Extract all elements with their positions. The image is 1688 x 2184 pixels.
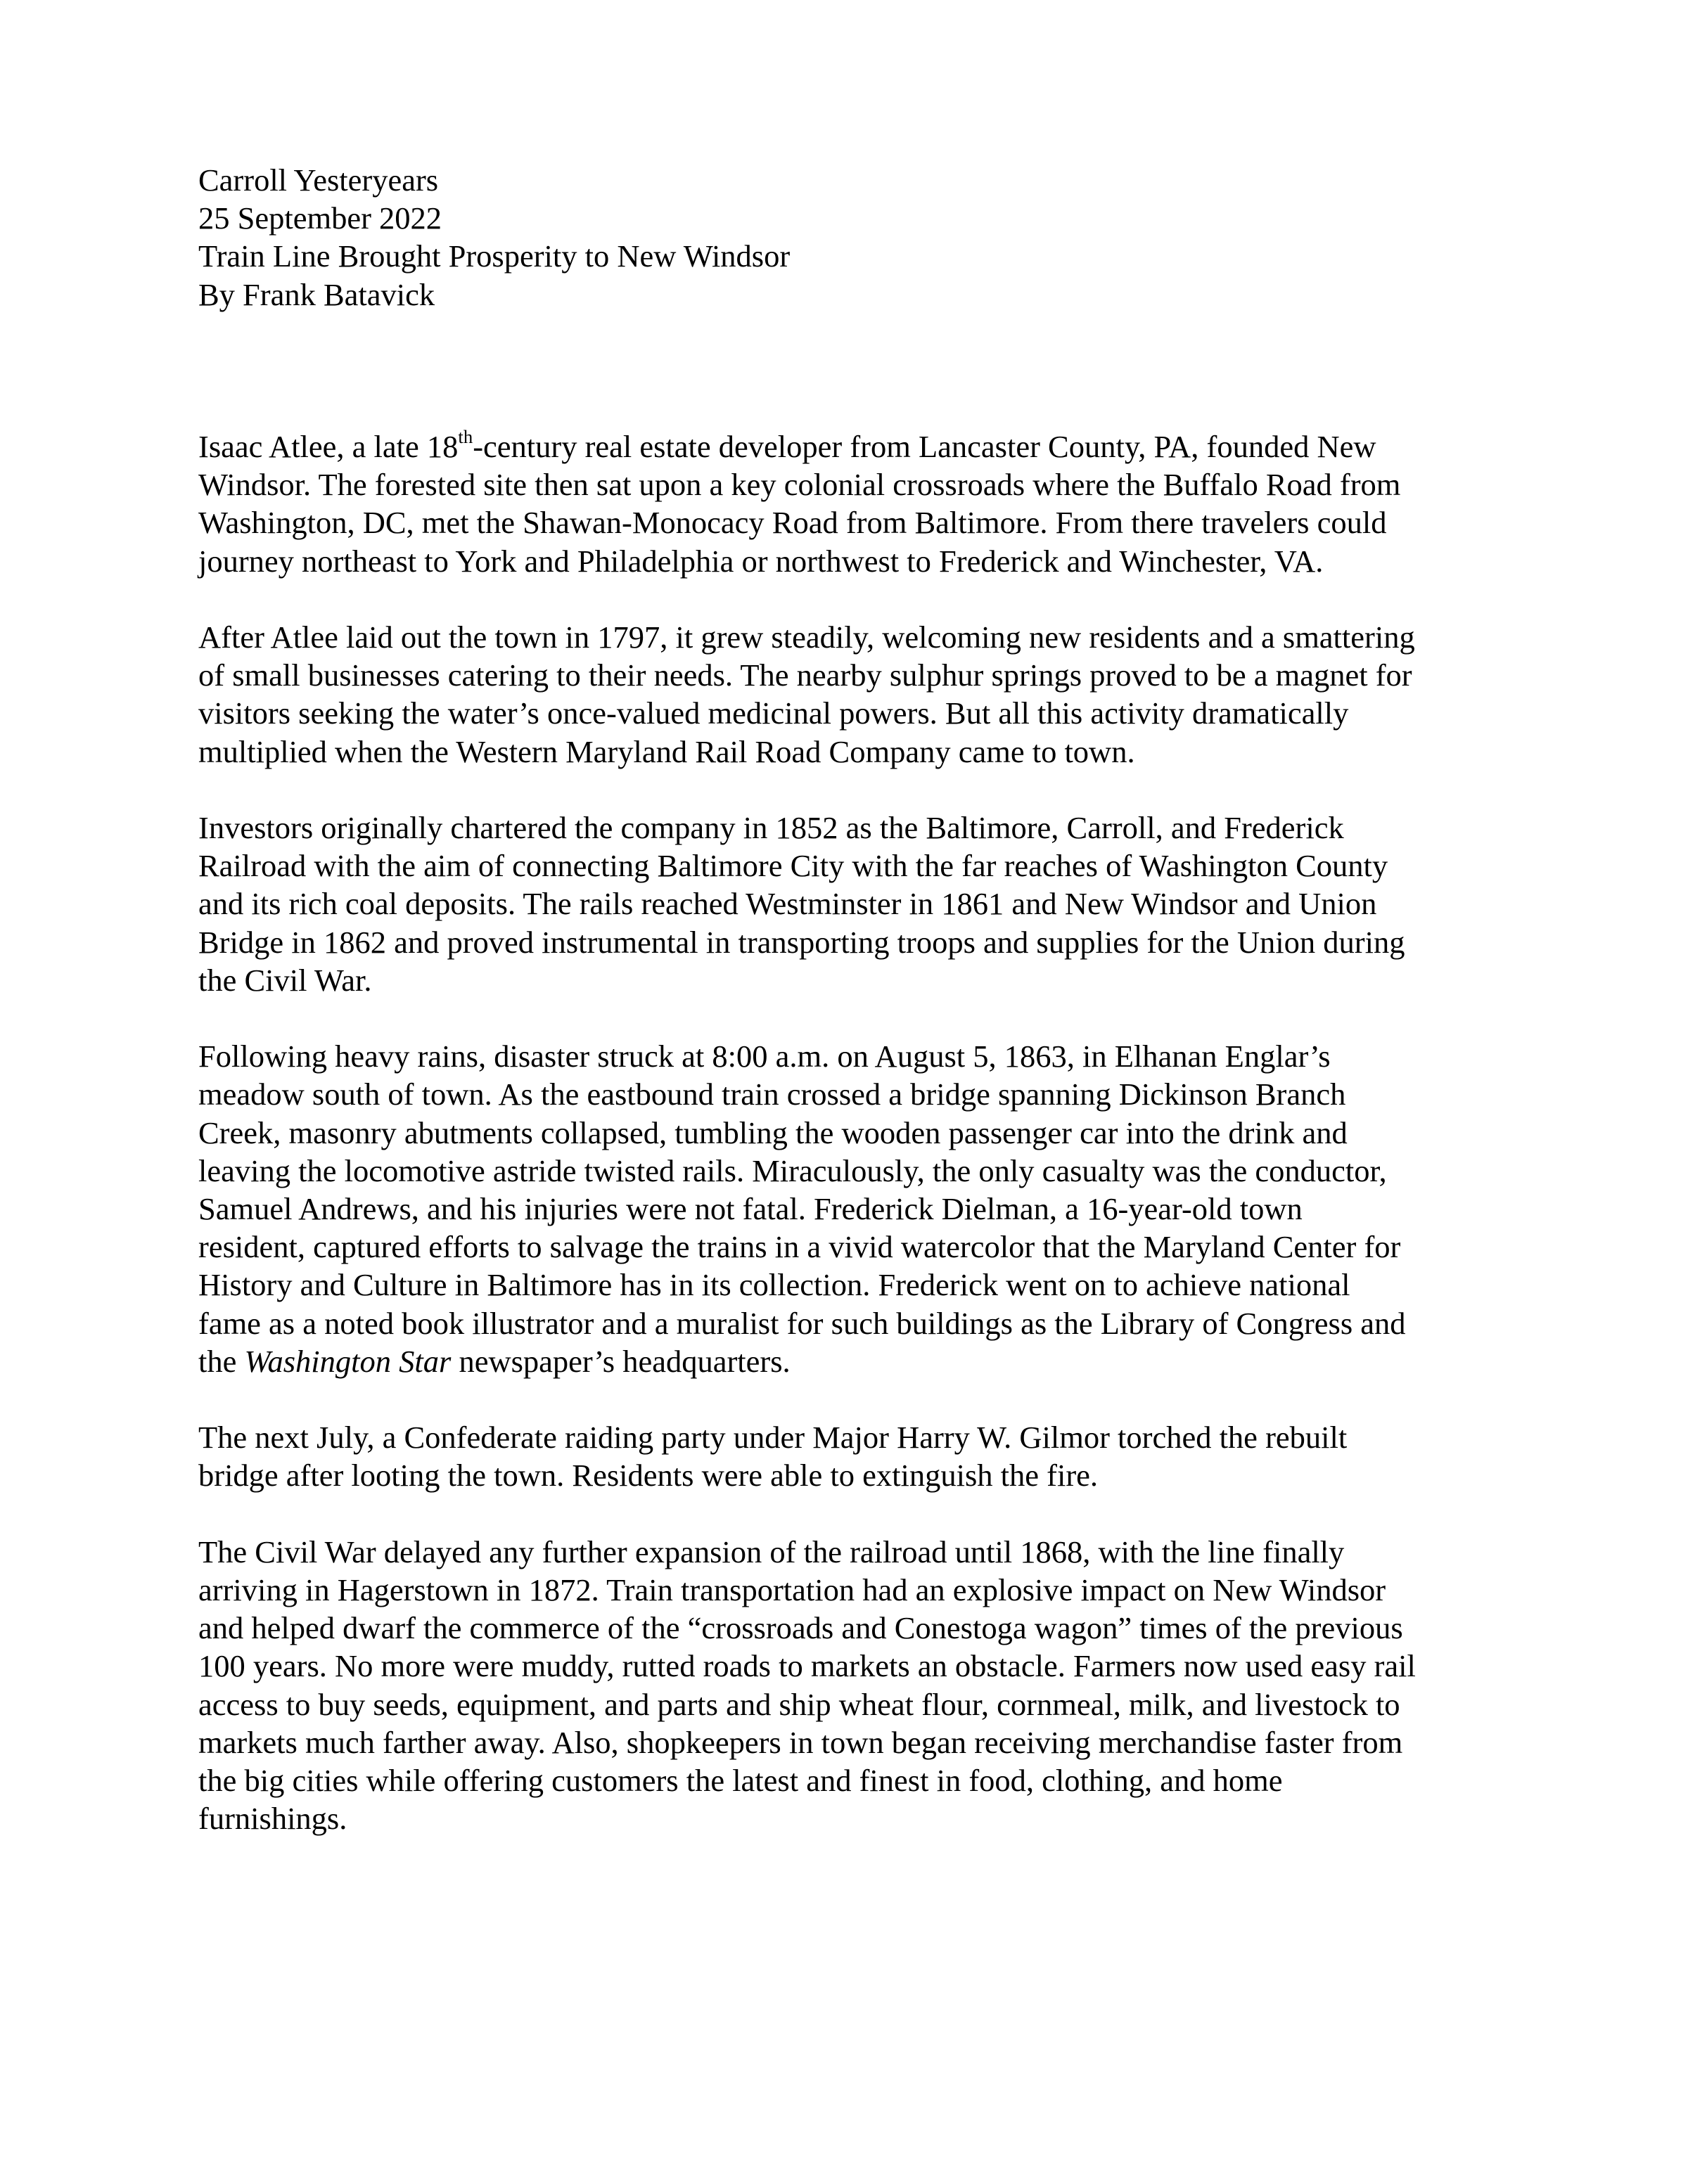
text-line: After Atlee laid out the town in 1797, it grew steadily, welcoming new residents and a smattering — [198, 619, 1415, 655]
text-line: 100 years. No more were muddy, rutted roads to markets an obstacle. Farmers now used easy rail — [198, 1648, 1416, 1684]
text-line: arriving in Hagerstown in 1872. Train transportation had an explosive impact on New Windsor — [198, 1572, 1386, 1608]
text-line: of small businesses catering to their needs. The nearby sulphur springs proved to be a magnet for — [198, 657, 1412, 693]
paragraph — [198, 618, 1535, 771]
italic-title: Washington Star — [244, 1343, 452, 1379]
paragraph — [198, 809, 1535, 999]
paragraph — [198, 1418, 1535, 1494]
article-header — [198, 161, 790, 314]
text-line: meadow south of town. As the eastbound train crossed a bridge spanning Dickinson Branch — [198, 1077, 1346, 1112]
text-line: resident, captured efforts to salvage the trains in a vivid watercolor that the Maryland Center for — [198, 1229, 1401, 1265]
text-line: journey northeast to York and Philadelphia or northwest to Frederick and Winchester, VA. — [198, 543, 1324, 579]
article-date: 25 September 2022 — [198, 200, 442, 236]
text-line: leaving the locomotive astride twisted rails. Miraculously, the only casualty was the conductor, — [198, 1152, 1387, 1188]
article-byline: By Frank Batavick — [198, 276, 435, 312]
text-line: History and Culture in Baltimore has in its collection. Frederick went on to achieve national — [198, 1267, 1350, 1303]
text-line: Railroad with the aim of connecting Baltimore City with the far reaches of Washington County — [198, 848, 1388, 884]
text-line: access to buy seeds, equipment, and parts and ship wheat flour, cornmeal, milk, and livestock to — [198, 1686, 1400, 1722]
text-line: Following heavy rains, disaster struck at 8:00 a.m. on August 5, 1863, in Elhanan Englar’s — [198, 1039, 1331, 1074]
text-line: Samuel Andrews, and his injuries were not fatal. Frederick Dielman, a 16-year-old town — [198, 1191, 1303, 1227]
text-line: visitors seeking the water’s once-valued medicinal powers. But all this activity dramatically — [198, 695, 1349, 731]
text-line: Investors originally chartered the company in 1852 as the Baltimore, Carroll, and Frederick — [198, 810, 1344, 845]
paragraph — [198, 425, 1535, 580]
text-line: Creek, masonry abutments collapsed, tumbling the wooden passenger car into the drink and — [198, 1115, 1348, 1150]
article-title: Train Line Brought Prosperity to New Windsor — [198, 238, 791, 274]
text-line: bridge after looting the town. Residents were able to extinguish the fire. — [198, 1458, 1099, 1494]
text-line: markets much farther away. Also, shopkeepers in town began receiving merchandise faster from — [198, 1724, 1403, 1760]
text-line: Isaac Atlee, a late 18th-century real estate developer from Lancaster County, PA, founded New — [198, 425, 1376, 464]
text-line: Windsor. The forested site then sat upon a key colonial crossroads where the Buffalo Road from — [198, 467, 1401, 503]
superscript: th — [458, 425, 473, 447]
paragraph — [198, 1533, 1535, 1838]
text-line: The next July, a Confederate raiding party under Major Harry W. Gilmor torched the rebuilt — [198, 1420, 1348, 1456]
text-line: multiplied when the Western Maryland Rail Road Company came to town. — [198, 733, 1135, 769]
text-line: The Civil War delayed any further expansion of the railroad until 1868, with the line finally — [198, 1534, 1345, 1569]
text-line: Washington, DC, met the Shawan-Monocacy Road from Baltimore. From there travelers could — [198, 505, 1387, 541]
text-line: the big cities while offering customers the latest and finest in food, clothing, and home — [198, 1763, 1283, 1799]
paragraph — [198, 1037, 1535, 1380]
text-line: and its rich coal deposits. The rails reached Westminster in 1861 and New Windsor and Union — [198, 886, 1377, 922]
text-line: furnishings. — [198, 1801, 347, 1837]
text-line: Bridge in 1862 and proved instrumental in transporting troops and supplies for the Union during — [198, 924, 1405, 960]
article-body — [198, 425, 1535, 1876]
text-line: and helped dwarf the commerce of the “crossroads and Conestoga wagon” times of the previous — [198, 1610, 1403, 1646]
text-line: the Civil War. — [198, 962, 372, 998]
text-line: the Washington Star newspaper’s headquarters. — [198, 1343, 791, 1379]
column-name: Carroll Yesteryears — [198, 162, 439, 198]
text-line: fame as a noted book illustrator and a muralist for such buildings as the Library of Congress and — [198, 1305, 1406, 1341]
